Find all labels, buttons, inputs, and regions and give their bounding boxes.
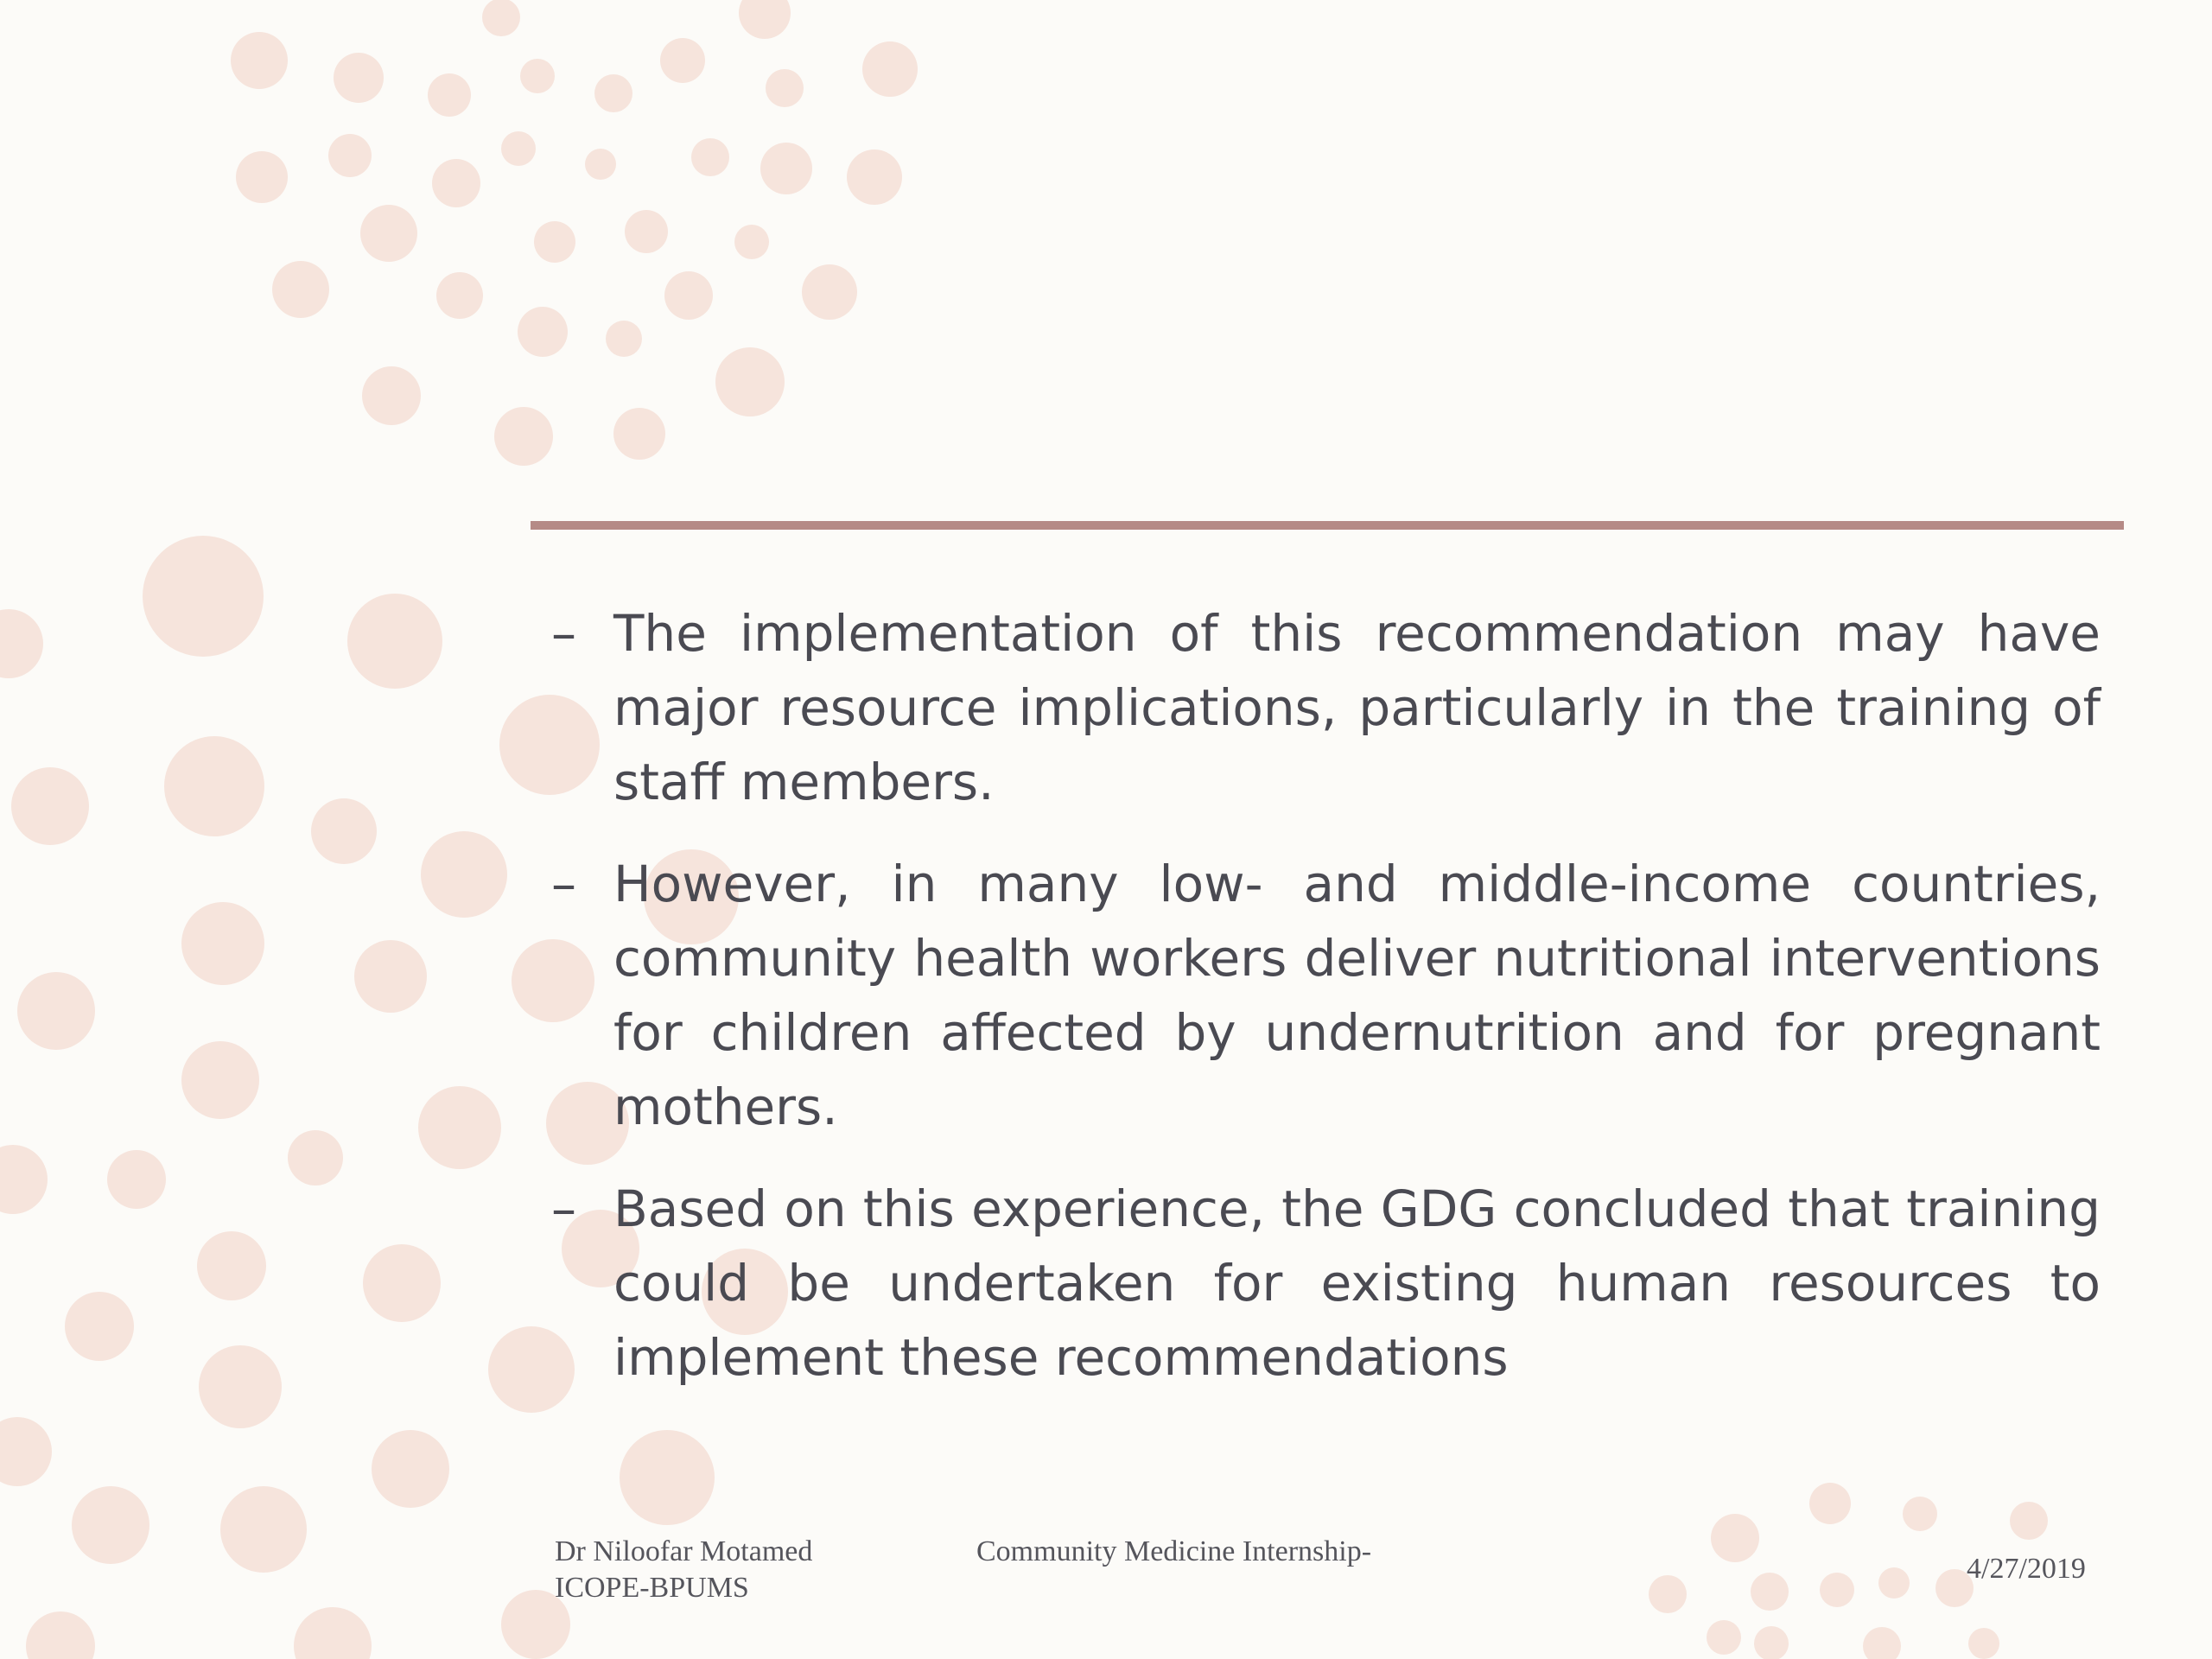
dot (1878, 1567, 1910, 1599)
dot (328, 134, 372, 177)
dot (625, 210, 668, 253)
dot (862, 41, 918, 97)
dot (272, 261, 329, 318)
dot (65, 1292, 134, 1361)
dot (1754, 1626, 1789, 1659)
bullet-dash: – (551, 1179, 576, 1238)
dot (17, 972, 95, 1050)
dot (691, 138, 729, 176)
bullet-list (551, 596, 2101, 1422)
dot (197, 1231, 266, 1300)
dot (802, 264, 857, 320)
dot (715, 347, 785, 416)
dot (231, 32, 288, 89)
dot (739, 0, 791, 39)
dot (620, 1430, 715, 1525)
dot (11, 767, 89, 845)
dot (613, 408, 665, 460)
bullet-item-based-on (551, 1172, 2101, 1395)
dot (436, 272, 483, 319)
dot (72, 1486, 149, 1564)
dot (847, 149, 902, 205)
dot (520, 59, 555, 93)
footer-author (555, 1534, 812, 1606)
bullet-item-implementation (551, 596, 2101, 819)
dot (2010, 1502, 2048, 1540)
dot (518, 307, 568, 357)
dot (0, 609, 43, 678)
dot (664, 271, 713, 320)
dot (311, 798, 377, 864)
dot (1649, 1575, 1687, 1613)
dot (347, 594, 442, 689)
bullet-text: Based on this experience, the GDG concluded that training could be undertaken for existing human resources to implement these recommendations (613, 1179, 2101, 1387)
dot (236, 151, 288, 203)
dot (766, 69, 804, 107)
dot (585, 149, 616, 180)
dot (360, 205, 417, 262)
dot (288, 1130, 343, 1185)
dot (181, 902, 264, 985)
footer-author-affiliation: ICOPE-BPUMS (555, 1572, 749, 1604)
dot (418, 1086, 501, 1169)
dot (660, 38, 705, 83)
dot (0, 1145, 48, 1214)
dot (334, 53, 384, 103)
bullet-dash: – (551, 855, 576, 913)
dot (734, 225, 769, 259)
dot (164, 736, 264, 836)
dot (363, 1244, 441, 1322)
dot (1711, 1514, 1759, 1562)
dot (760, 143, 812, 194)
dot (594, 74, 632, 112)
dot (428, 73, 471, 117)
footer-author-name: Dr Niloofar Motamed (555, 1535, 813, 1567)
dot (1820, 1573, 1854, 1607)
footer-date: 4/27/2019 (1967, 1553, 2086, 1585)
dot (494, 407, 553, 466)
dot (199, 1345, 282, 1428)
footer-course: Community Medicine Internship- (976, 1535, 1372, 1567)
dot (220, 1486, 307, 1573)
dot (1751, 1573, 1789, 1611)
dot (501, 131, 536, 166)
dot (354, 940, 427, 1013)
bullet-text: However, in many low- and middle-income countries, community health workers deliver nutritional interventions for children affected by undernutrition and for pregnant mothers. (613, 855, 2101, 1136)
dot (107, 1150, 166, 1209)
dot (26, 1611, 95, 1659)
dot (432, 159, 480, 207)
dot (362, 366, 421, 425)
dot (1903, 1497, 1937, 1531)
dot (1863, 1627, 1901, 1659)
dot (294, 1607, 372, 1659)
dot (606, 321, 642, 357)
bullet-text: The implementation of this recommendation may have major resource implications, particularly in the training of staff members. (613, 604, 2101, 811)
dot (1809, 1483, 1851, 1524)
dot (372, 1430, 449, 1508)
dot (1707, 1620, 1741, 1655)
dot (534, 221, 575, 263)
dot (421, 831, 507, 918)
dot (482, 0, 520, 36)
dot (181, 1041, 259, 1119)
dot (1968, 1628, 1999, 1659)
bullet-dash: – (551, 604, 576, 663)
title-divider (531, 521, 2124, 530)
bullet-item-however (551, 847, 2101, 1144)
dot (143, 536, 264, 657)
dot (0, 1417, 52, 1486)
